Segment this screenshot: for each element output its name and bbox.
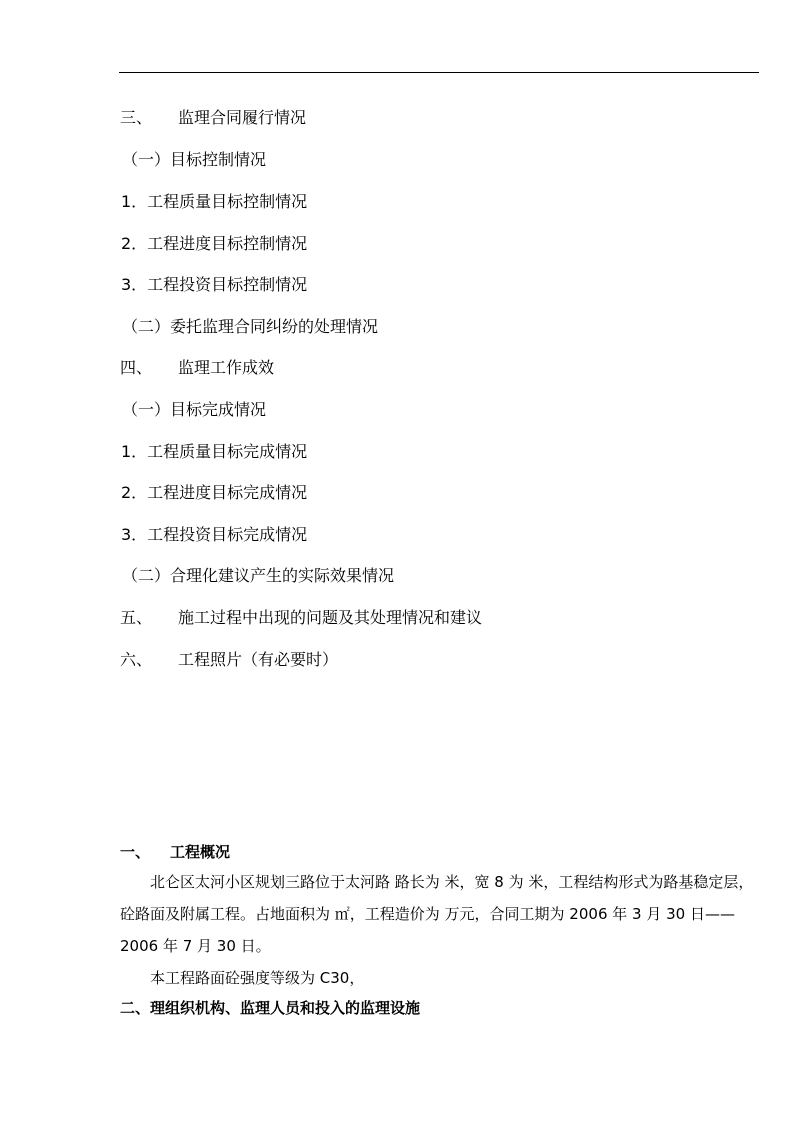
outline-item-6 bbox=[121, 525, 307, 545]
outline-item-1 bbox=[121, 192, 307, 212]
section-title: 监理工作成效 bbox=[178, 358, 275, 377]
outline-sub-4 bbox=[122, 566, 394, 586]
section-1-heading bbox=[120, 842, 230, 862]
section-number: 四、 bbox=[120, 358, 153, 377]
item-title: 3．工程投资目标控制情况 bbox=[121, 275, 308, 294]
outline-section-5 bbox=[120, 608, 482, 628]
section-number: 六、 bbox=[120, 650, 153, 669]
item-title: 2．工程进度目标完成情况 bbox=[121, 483, 308, 502]
outline-item-4 bbox=[121, 442, 307, 462]
outline-item-2 bbox=[121, 234, 307, 254]
section-1-paragraph: 北仑区太河小区规划三路位于太河路 路长为 米，宽 8 为 米，工程结构形式为路基稳定层，砼路面及附属工程。占地面积为 ㎡，工程造价为 万元，合同工期为 2006 年 3 月 30 日——2006 年 7 月 30 日。 bbox=[120, 873, 754, 955]
header-rule bbox=[119, 72, 759, 73]
item-title: 2．工程进度目标控制情况 bbox=[121, 234, 308, 253]
outline-sub-1 bbox=[122, 150, 266, 170]
subsection-title: （二）合理化建议产生的实际效果情况 bbox=[122, 566, 395, 585]
outline-sub-3 bbox=[122, 400, 266, 420]
section-title: 施工过程中出现的问题及其处理情况和建议 bbox=[178, 608, 483, 627]
item-title: 1．工程质量目标完成情况 bbox=[121, 442, 308, 461]
section-title: 工程照片（有必要时） bbox=[178, 650, 339, 669]
section-number: 三、 bbox=[120, 108, 153, 127]
outline-section-3 bbox=[120, 108, 306, 128]
outline-sub-2 bbox=[122, 317, 378, 337]
subsection-title: （二）委托监理合同纠纷的处理情况 bbox=[122, 317, 379, 336]
section-title: 工程概况 bbox=[170, 843, 231, 861]
outline-section-4 bbox=[120, 358, 274, 378]
outline-section-6 bbox=[120, 650, 338, 670]
section-title: 监理合同履行情况 bbox=[178, 108, 307, 127]
section-1-paragraph-2: 本工程路面砼强度等级为 C30， bbox=[150, 969, 365, 987]
outline-item-5 bbox=[121, 483, 307, 503]
item-title: 3．工程投资目标完成情况 bbox=[121, 525, 308, 544]
subsection-title: （一）目标完成情况 bbox=[122, 400, 267, 419]
section-2-heading: 二、理组织机构、监理人员和投入的监理设施 bbox=[120, 999, 421, 1017]
outline-item-3 bbox=[121, 275, 307, 295]
subsection-title: （一）目标控制情况 bbox=[122, 150, 267, 169]
item-title: 1．工程质量目标控制情况 bbox=[121, 192, 308, 211]
section-number: 一、 bbox=[120, 843, 151, 861]
section-number: 五、 bbox=[120, 608, 153, 627]
